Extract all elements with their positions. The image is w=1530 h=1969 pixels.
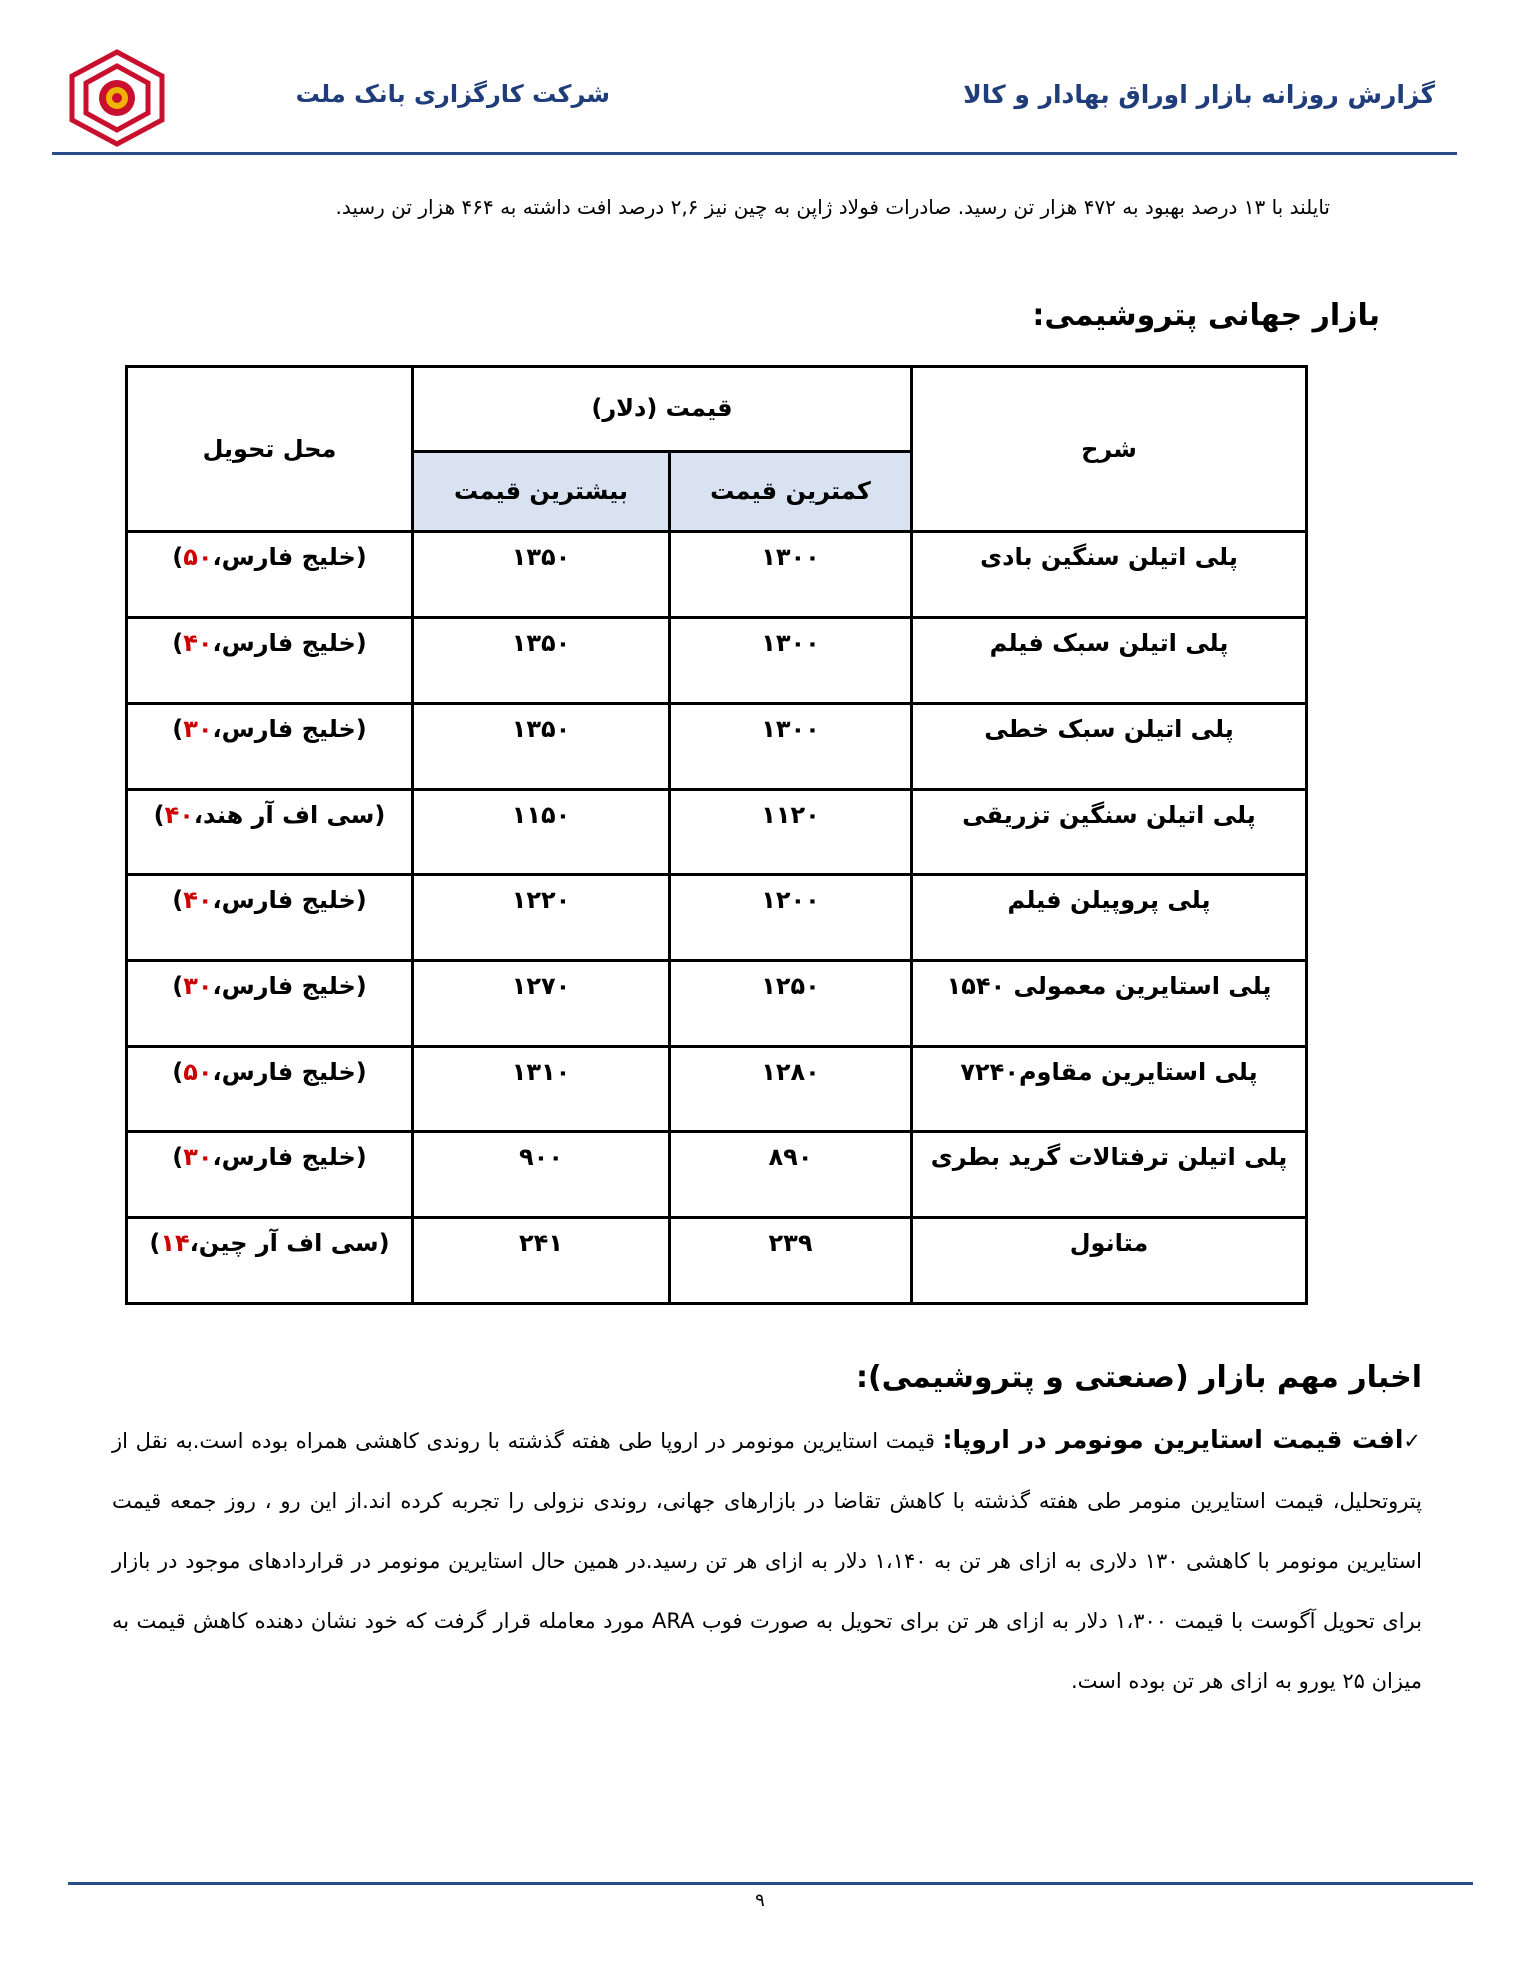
delivery-close: ) <box>149 1229 161 1258</box>
max-price: ۱۱۵۰ <box>413 789 670 875</box>
min-price: ۱۳۰۰ <box>670 618 912 704</box>
delivery-place: (خلیج فارس، <box>212 629 367 658</box>
min-price: ۸۹۰ <box>670 1132 912 1218</box>
col-header-min: کمترین قیمت <box>670 451 912 532</box>
max-price: ۱۳۱۰ <box>413 1046 670 1132</box>
delivery-days: ۳۰ <box>183 972 213 1000</box>
max-price: ۱۲۲۰ <box>413 875 670 961</box>
company-name: شرکت کارگزاری بانک ملت <box>295 80 610 108</box>
delivery-days: ۴۰ <box>164 800 194 829</box>
delivery-days: ۱۴ <box>160 1229 190 1258</box>
table-row <box>127 789 1307 875</box>
delivery-close: ) <box>172 886 184 915</box>
delivery-location <box>127 1046 413 1132</box>
min-price: ۱۳۰۰ <box>670 703 912 789</box>
max-price: ۱۳۵۰ <box>413 618 670 704</box>
delivery-days: ۵۰ <box>183 543 213 572</box>
delivery-location <box>127 789 413 875</box>
col-header-delivery: محل تحویل <box>127 367 413 532</box>
delivery-days: ۴۰ <box>183 629 213 658</box>
delivery-place: (خلیج فارس، <box>212 886 367 915</box>
table-row <box>127 532 1307 618</box>
product-name: پلی استایرین مقاوم۷۲۴۰ <box>912 1046 1307 1132</box>
delivery-close: ) <box>172 714 184 743</box>
product-name: متانول <box>912 1218 1307 1304</box>
min-price: ۱۲۰۰ <box>670 875 912 961</box>
delivery-location <box>127 703 413 789</box>
table-row <box>127 1046 1307 1132</box>
delivery-location <box>127 1218 413 1304</box>
delivery-close: ) <box>172 1057 184 1086</box>
delivery-place: (سی اف آر چین، <box>189 1229 390 1258</box>
product-name: پلی اتیلن ترفتالات گرید بطری <box>912 1132 1307 1218</box>
product-name: پلی پروپیلن فیلم <box>912 875 1307 961</box>
table-row <box>127 1218 1307 1304</box>
delivery-place: (خلیج فارس، <box>212 1143 367 1172</box>
max-price: ۱۲۷۰ <box>413 961 670 1047</box>
product-name: پلی اتیلن سنگین بادی <box>912 532 1307 618</box>
news-lead: افت قیمت استایرین مونومر در اروپا: <box>942 1425 1404 1454</box>
delivery-location <box>127 618 413 704</box>
delivery-close: ) <box>172 629 184 658</box>
col-header-description: شرح <box>912 367 1307 532</box>
delivery-days: ۵۰ <box>183 1057 213 1086</box>
max-price: ۹۰۰ <box>413 1132 670 1218</box>
table-row <box>127 875 1307 961</box>
report-title: گزارش روزانه بازار اوراق بهادار و کالا <box>963 80 1435 109</box>
delivery-location <box>127 961 413 1047</box>
max-price: ۲۴۱ <box>413 1218 670 1304</box>
delivery-location <box>127 532 413 618</box>
min-price: ۱۱۲۰ <box>670 789 912 875</box>
news-body: قیمت استایرین مونومر در اروپا طی هفته گذشته با روندی کاهشی همراه بوده است.به نقل از پتروتحلیل، قیمت استایرین منومر طی هفته گذشته با کاهش تقاضا در بازارهای جهانی، روندی نزولی را تجربه کرده اند.از این رو ، روز جمعه قیمت استایرین مونومر با کاهشی ۱۳۰ دلاری به ازای هر تن به ۱،۱۴۰ دلار به ازای هر تن رسید.در همین حال استایرین مونومر در قراردادهای موجود در بازار برای تحویل آگوست با قیمت ۱،۳۰۰ دلار به ازای هر تن برای تحویل به صورت فوب ARA مورد معامله قرار گرفت که خود نشان دهنده کاهش قیمت به میزان ۲۵ یورو به ازای هر تن بوده است. <box>112 1429 1422 1693</box>
delivery-location <box>127 1132 413 1218</box>
check-mark-icon: ✓ <box>1403 1429 1422 1453</box>
min-price: ۱۲۵۰ <box>670 961 912 1047</box>
news-item <box>112 1410 1422 1711</box>
delivery-close: ) <box>172 1143 184 1172</box>
intro-paragraph: تایلند با ۱۳ درصد بهبود به ۴۷۲ هزار تن رسید. صادرات فولاد ژاپن به چین نیز ۲,۶ درصد افت داشته به ۴۶۴ هزار تن رسید. <box>335 195 1330 219</box>
delivery-place: (خلیج فارس، <box>212 714 367 743</box>
min-price: ۲۳۹ <box>670 1218 912 1304</box>
bank-mellat-logo-icon <box>62 48 172 148</box>
max-price: ۱۳۵۰ <box>413 703 670 789</box>
header-divider <box>52 152 1457 155</box>
delivery-close: ) <box>153 800 165 829</box>
max-price: ۱۳۵۰ <box>413 532 670 618</box>
min-price: ۱۲۸۰ <box>670 1046 912 1132</box>
table-row <box>127 961 1307 1047</box>
col-header-max: بیشترین قیمت <box>413 451 670 532</box>
petro-section-heading: بازار جهانی پتروشیمی: <box>1032 298 1380 333</box>
news-section-heading: اخبار مهم بازار (صنعتی و پتروشیمی): <box>855 1360 1422 1395</box>
delivery-place: (سی اف آر هند، <box>193 800 386 829</box>
table-row <box>127 703 1307 789</box>
delivery-location <box>127 875 413 961</box>
footer-divider <box>68 1882 1473 1885</box>
delivery-place: (خلیج فارس، <box>212 972 367 1000</box>
page-number: ۹ <box>755 1890 765 1911</box>
petro-price-table <box>125 365 1308 1305</box>
delivery-days: ۳۰ <box>183 714 213 743</box>
table-row <box>127 618 1307 704</box>
product-name: پلی اتیلن سبک خطی <box>912 703 1307 789</box>
min-price: ۱۳۰۰ <box>670 532 912 618</box>
delivery-days: ۴۰ <box>183 886 213 915</box>
delivery-close: ) <box>172 543 184 572</box>
col-header-price: قیمت (دلار) <box>413 367 912 452</box>
delivery-days: ۳۰ <box>183 1143 213 1172</box>
product-name: پلی استایرین معمولی ۱۵۴۰ <box>912 961 1307 1047</box>
delivery-close: ) <box>172 972 184 1000</box>
delivery-place: (خلیج فارس، <box>212 1057 367 1086</box>
table-row <box>127 1132 1307 1218</box>
product-name: پلی اتیلن سنگین تزریقی <box>912 789 1307 875</box>
product-name: پلی اتیلن سبک فیلم <box>912 618 1307 704</box>
delivery-place: (خلیج فارس، <box>212 543 367 572</box>
